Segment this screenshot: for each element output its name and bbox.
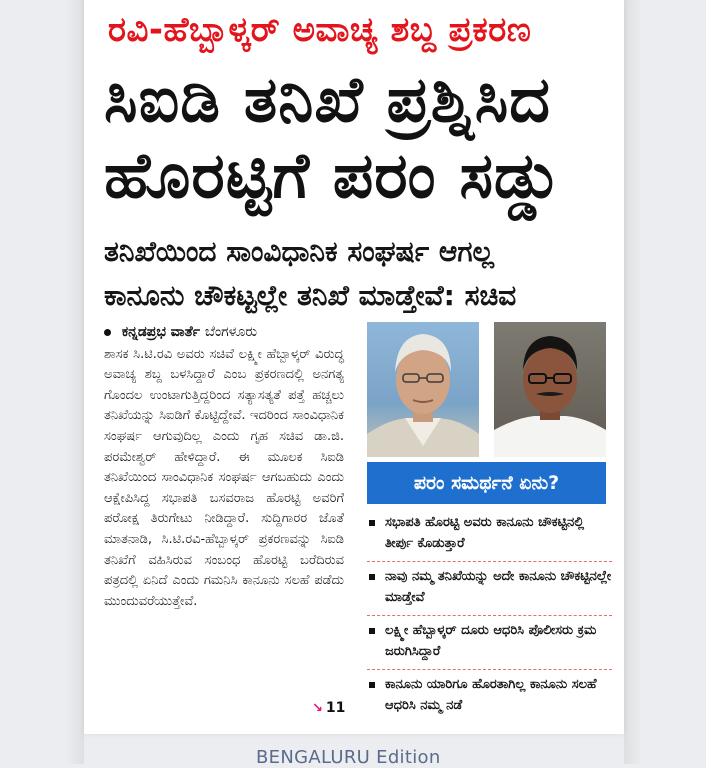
square-bullet-icon	[369, 520, 375, 526]
person-2-illustration	[494, 322, 606, 457]
article-text: ಶಾಸಕ ಸಿ.ಟಿ.ರವಿ ಅವರು ಸಚಿವೆ ಲಕ್ಷ್ಮೀ ಹೆಬ್ಬಾಳ್ಕರ್ ವಿರುದ್ಧ ಅವಾಚ್ಯ ಶಬ್ದ ಬಳಸಿದ್ದಾರೆ ಎಂಬ ಪ್ರಕರಣದಲ್ಲಿ ಅನಗತ್ಯ ಗೊಂದಲ ಉಂಟಾಗುತ್ತಿದ್ದರಿಂದ ಸತ್ಯಾಸತ್ಯತೆ ಪತ್ತೆ ಹಚ್ಚಲು ತನಿಖೆಯನ್ನು ಸಿಐಡಿಗೆ ಕೊಟ್ಟಿದ್ದೇವೆ. ಇದರಿಂದ ಸಾಂವಿಧಾನಿಕ ಸಂಘರ್ಷ ಆಗುವುದಿಲ್ಲ ಎಂದು ಗೃಹ ಸಚಿವ ಡಾ.ಜಿ. ಪರಮೇಶ್ವರ್ ಹೇಳಿದ್ದಾರೆ. ಈ ಮೂಲಕ ಸಿಐಡಿ ತನಿಖೆಯಿಂದ ಸಾಂವಿಧಾನಿಕ ಸಂಘರ್ಷ ಆಗಬಹುದು ಎಂದು ಆಕ್ಷೇಪಿಸಿದ್ದ ಸಭಾಪತಿ ಬಸವರಾಜ ಹೊರಟ್ಟಿ ಅವರಿಗೆ ಪರೋಕ್ಷ ತಿರುಗೇಟು ನೀಡಿದ್ದಾರೆ. ಸುದ್ದಿಗಾರರ ಜೊತೆ ಮಾತನಾಡಿ, ಸಿ.ಟಿ.ರವಿ-ಹೆಬ್ಬಾಳ್ಕರ್ ಪ್ರಕರಣವನ್ನು ಸಿಐಡಿ ತನಿಖೆಗೆ ವಹಿಸಿರುವ ಸಂಬಂಧ ಹೊರಟ್ಟಿ ಬರೆದಿರುವ ಪತ್ರದಲ್ಲಿ ಏನಿದೆ ಎಂದು ಗಮನಿಸಿ ಕಾನೂನು ಸಲಹೆ ಪಡೆದು ಮುಂದುವರೆಯುತ್ತೇವೆ.	[104, 346, 344, 609]
photo-person-2	[494, 322, 606, 457]
dateline-place: ಬೆಂಗಳೂರು	[204, 324, 258, 340]
headline	[104, 62, 614, 214]
continued-page-number: 11	[325, 700, 346, 716]
headline-line-1: ಸಿಐಡಿ ತನಿಖೆ ಪ್ರಶ್ನಿಸಿದ	[104, 63, 551, 136]
dateline	[104, 322, 344, 343]
list-item: ನಾವು ನಮ್ಮ ತನಿಖೆಯನ್ನು ಅದೇ ಕಾನೂನು ಚೌಕಟ್ಟಿನಲ್ಲೇ ಮಾಡ್ತೇವೆ	[367, 562, 612, 616]
square-bullet-icon	[369, 574, 375, 580]
headline-line-2: ಹೊರಟ್ಟಿಗೆ ಪರಂ ಸಡ್ಡು	[104, 139, 563, 212]
kicker-title: ರವಿ-ಹೆಬ್ಬಾಳ್ಕರ್ ಅವಾಚ್ಯ ಶಬ್ದ ಪ್ರಕರಣ	[108, 10, 532, 50]
newspaper-clipping	[84, 0, 624, 734]
subheadline-line-1: ತನಿಖೆಯಿಂದ ಸಾಂವಿಧಾನಿಕ ಸಂಘರ್ಷ ಆಗಲ್ಲ	[104, 235, 495, 268]
continued-on-page	[312, 700, 345, 716]
subheadline-line-2: ಕಾನೂನು ಚೌಕಟ್ಟಲ್ಲೇ ತನಿಖೆ ಮಾಡ್ತೇವೆ: ಸಚಿವ	[104, 279, 517, 312]
sidebar-points-list	[367, 508, 612, 723]
subheadline	[104, 230, 620, 318]
arrow-down-right-icon: ↘	[312, 701, 323, 716]
page-shadow-right	[624, 0, 642, 764]
photo-person-1	[367, 322, 479, 457]
news-source: ಕನ್ನಡಪ್ರಭ ವಾರ್ತೆ	[121, 324, 200, 340]
square-bullet-icon	[369, 682, 375, 688]
edition-label: BENGALURU Edition	[256, 747, 441, 768]
article-body	[104, 322, 344, 612]
list-item: ಸಭಾಪತಿ ಹೊರಟ್ಟಿ ಅವರು ಕಾನೂನು ಚೌಕಟ್ಟಿನಲ್ಲಿ ತೀರ್ಪು ಕೊಡುತ್ತಾರೆ	[367, 508, 612, 562]
list-item: ಲಕ್ಷ್ಮೀ ಹೆಬ್ಬಾಳ್ಕರ್ ದೂರು ಆಧರಿಸಿ ಪೊಲೀಸರು ಕ್ರಮ ಜರುಗಿಸಿದ್ದಾರೆ	[367, 616, 612, 670]
square-bullet-icon	[369, 628, 375, 634]
page-shadow-left	[66, 0, 84, 764]
sidebar-title-box: ಪರಂ ಸಮರ್ಥನೆ ಏನು?	[367, 462, 606, 504]
list-item: ಕಾನೂನು ಯಾರಿಗೂ ಹೊರತಾಗಿಲ್ಲ ಕಾನೂನು ಸಲಹೆ ಆಧರಿಸಿ ನಮ್ಮ ನಡೆ	[367, 670, 612, 723]
person-1-illustration	[367, 322, 479, 457]
bullet-icon	[104, 329, 111, 336]
